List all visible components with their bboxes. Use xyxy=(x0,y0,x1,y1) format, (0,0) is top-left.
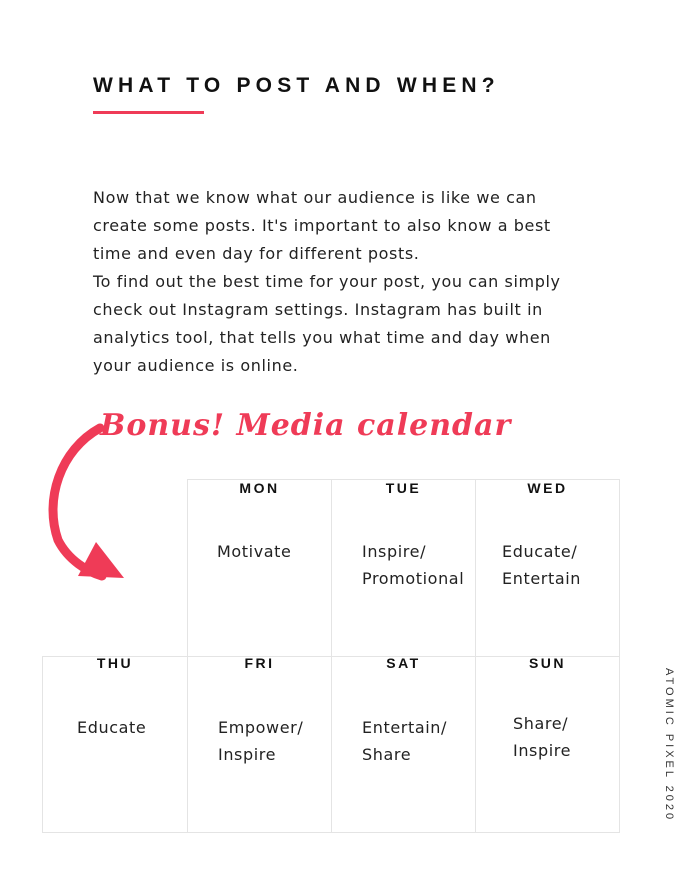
page-title: WHAT TO POST AND WHEN? xyxy=(93,74,500,97)
calendar-cell-tue xyxy=(331,479,476,657)
activity-sun: Share/ Inspire xyxy=(513,714,572,760)
activity-sat: Entertain/ Share xyxy=(362,718,447,764)
bonus-heading: Bonus! Media calendar xyxy=(100,408,512,443)
activity-mon: Motivate xyxy=(217,542,292,561)
curved-arrow-icon xyxy=(40,420,140,590)
day-label-wed: WED xyxy=(527,480,568,496)
title-underline xyxy=(93,111,204,114)
intro-paragraph-2: To find out the best time for your post, you can simply check out Instagram settings. Instagram has built in analytics tool, that tells you what time and day when your audience is online. xyxy=(93,272,561,375)
activity-tue: Inspire/ Promotional xyxy=(362,542,465,588)
calendar-cell-mon xyxy=(187,479,332,657)
calendar-cell-thu xyxy=(42,656,188,833)
day-label-mon: MON xyxy=(239,480,280,496)
intro-paragraph-1: Now that we know what our audience is like we can create some posts. It's important to also know a best time and even day for different posts. xyxy=(93,188,551,263)
calendar-cell-wed xyxy=(475,479,620,657)
calendar-cell-fri xyxy=(187,656,332,833)
calendar-cell-sun xyxy=(475,656,620,833)
day-label-tue: TUE xyxy=(385,480,422,496)
activity-thu: Educate xyxy=(77,718,147,737)
footer-brand-vertical: ATOMIC PIXEL 2020 xyxy=(663,668,675,823)
day-label-sat: SAT xyxy=(386,655,421,671)
intro-text xyxy=(93,184,593,380)
day-label-thu: THU xyxy=(96,655,134,671)
activity-fri: Empower/ Inspire xyxy=(218,718,304,764)
calendar-cell-sat xyxy=(331,656,476,833)
day-label-sun: SUN xyxy=(528,655,567,671)
day-label-fri: FRI xyxy=(244,655,275,671)
activity-wed: Educate/ Entertain xyxy=(502,542,582,588)
